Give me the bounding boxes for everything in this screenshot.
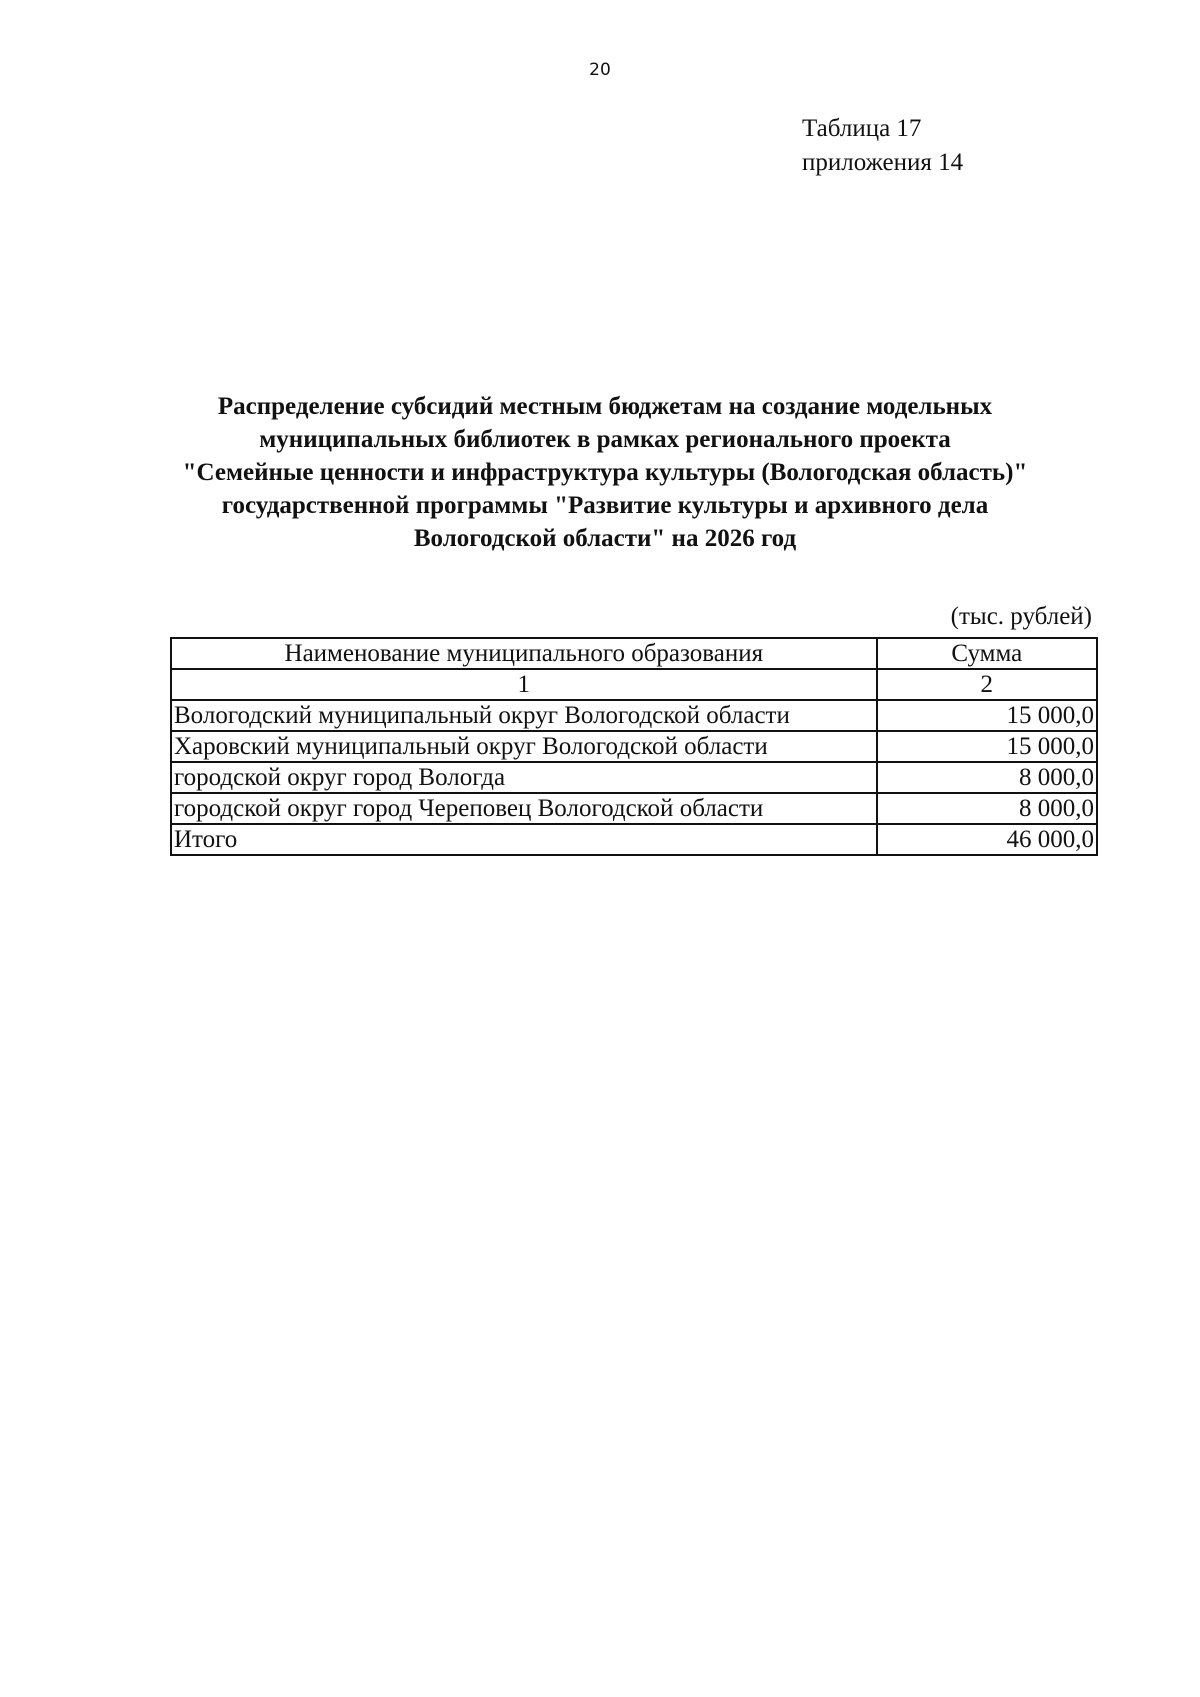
subsidy-amount: 15 000,0 [877,700,1097,731]
appendix-reference [802,112,963,180]
municipality-name: городской округ город Вологда [171,762,877,793]
page-number: 20 [589,60,611,80]
subsidy-amount: 15 000,0 [877,731,1097,762]
table-row [171,700,1097,731]
column-number-2: 2 [877,669,1097,700]
table-header-row [171,638,1097,669]
title-line: Вологодской области" на 2026 год [413,525,797,552]
column-number-1: 1 [171,669,877,700]
title-line: Распределение субсидий местным бюджетам на создание модельных [217,393,993,420]
municipality-name: городской округ город Череповец Вологодской области [171,793,877,824]
appendix-number: приложения 14 [802,149,964,176]
column-number-row [171,669,1097,700]
total-amount: 46 000,0 [877,824,1097,855]
title-line: муниципальных библиотек в рамках регионального проекта [259,426,951,453]
table-row [171,762,1097,793]
municipality-name: Вологодский муниципальный округ Вологодской области [171,700,877,731]
municipality-name: Харовский муниципальный округ Вологодской области [171,731,877,762]
total-row [171,824,1097,855]
subsidy-amount: 8 000,0 [877,762,1097,793]
subsidy-amount: 8 000,0 [877,793,1097,824]
title-line: "Семейные ценности и инфраструктура культуры (Вологодская область)" [182,459,1028,486]
table-row [171,793,1097,824]
title-line: государственной программы "Развитие культуры и архивного дела [221,492,989,519]
units-label: (тыс. рублей) [950,603,1092,630]
subsidy-table [170,637,1098,856]
total-label: Итого [171,824,877,855]
header-amount: Сумма [877,638,1097,669]
header-name: Наименование муниципального образования [171,638,877,669]
document-title [100,390,1110,555]
table-row [171,731,1097,762]
table-reference: Таблица 17 [802,115,922,142]
